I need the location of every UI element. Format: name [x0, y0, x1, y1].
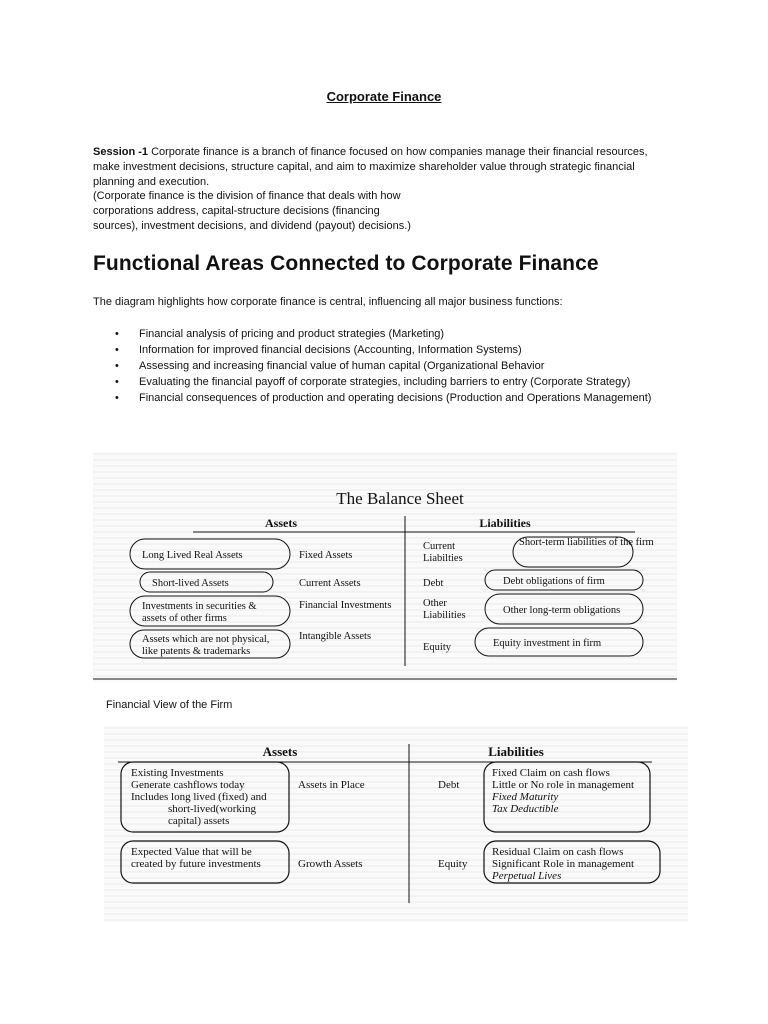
liability-description-text: Fixed Claim on cash flows — [492, 767, 610, 779]
asset-description-text: Investments in securities & — [142, 601, 257, 612]
bullet-icon: • — [115, 344, 119, 356]
liability-description-text: Residual Claim on cash flows — [492, 846, 624, 858]
liability-category-label: Liabilities — [423, 610, 466, 621]
session-label: Session -1 — [93, 146, 149, 158]
asset-category-label: Current Assets — [299, 578, 361, 589]
liability-description-text: Other long-term obligations — [503, 605, 621, 616]
functional-areas-list — [93, 327, 677, 407]
parenthetical-paragraph — [93, 189, 473, 234]
paren-line: corporations address, capital-structure decisions (financing — [93, 205, 380, 217]
asset-category-label: Growth Assets — [298, 858, 363, 870]
list-item — [93, 391, 677, 406]
asset-description-text: assets of other firms — [142, 613, 227, 624]
asset-category-label: Fixed Assets — [299, 550, 353, 561]
list-item — [93, 375, 677, 390]
section-heading: Functional Areas Connected to Corporate Finance — [93, 252, 599, 275]
liabilities-header: Liabilities — [479, 516, 531, 530]
intro-paragraph: The diagram highlights how corporate finance is central, influencing all major business functions: — [93, 296, 563, 308]
asset-description-text: Short-lived Assets — [152, 578, 229, 589]
list-item-text: Assessing and increasing financial value of human capital (Organizational Behavior — [139, 360, 545, 372]
financial-view-figure — [104, 726, 688, 922]
paren-line: (Corporate finance is the division of finance that deals with how — [93, 190, 401, 202]
liability-description-text: Debt obligations of firm — [503, 576, 605, 587]
liability-category-label: Liabilties — [423, 553, 463, 564]
liability-description-text: Little or No role in management — [492, 779, 635, 791]
list-item-text: Financial consequences of production and operating decisions (Production and Operations Management) — [139, 392, 652, 404]
list-item-text: Evaluating the financial payoff of corporate strategies, including barriers to entry (Corporate Strategy) — [139, 376, 631, 388]
liability-description-text: Short-term liabilities of the firm — [519, 537, 654, 548]
assets-header: Assets — [262, 744, 298, 759]
liability-category-label: Debt — [438, 779, 460, 791]
asset-description-text: Long Lived Real Assets — [142, 550, 243, 561]
balance-sheet-title: The Balance Sheet — [336, 489, 464, 508]
liability-category-label: Debt — [423, 578, 444, 589]
financial-view-caption: Financial View of the Firm — [106, 699, 233, 711]
asset-category-label: Financial Investments — [299, 600, 392, 611]
liability-description-text: Tax Deductible — [492, 803, 559, 815]
assets-header: Assets — [265, 516, 297, 530]
bullet-icon: • — [115, 376, 119, 388]
bullet-icon: • — [115, 392, 119, 404]
paren-line: sources), investment decisions, and dividend (payout) decisions.) — [93, 220, 411, 232]
balance-sheet-figure — [93, 452, 677, 682]
list-item — [93, 327, 677, 342]
bullet-icon: • — [115, 328, 119, 340]
asset-description-text: Includes long lived (fixed) and — [131, 791, 267, 803]
asset-description-text: like patents & trademarks — [142, 646, 251, 657]
asset-description-text: Expected Value that will be — [131, 846, 252, 858]
liability-category-label: Other — [423, 598, 447, 609]
liability-category-label: Current — [423, 541, 456, 552]
asset-description-text: created by future investments — [131, 858, 261, 870]
session-text: Corporate finance is a branch of finance focused on how companies manage their financial resources, make investment decisions, structure capital, and aim to maximize shareholder value through strategic financial planning and execution. — [93, 146, 648, 188]
liability-category-label: Equity — [438, 858, 468, 870]
liability-description-text: Fixed Maturity — [492, 791, 559, 803]
asset-category-label: Intangible Assets — [299, 631, 372, 642]
bullet-icon: • — [115, 360, 119, 372]
asset-description-text: capital) assets — [168, 815, 230, 827]
asset-description-text: short-lived(working — [168, 803, 256, 815]
list-item-text: Information for improved financial decisions (Accounting, Information Systems) — [139, 344, 522, 356]
liability-description-text: Perpetual Lives — [492, 870, 562, 882]
balance-sheet-diagram — [93, 452, 677, 682]
liability-category-label: Equity — [423, 642, 451, 653]
asset-category-label: Assets in Place — [298, 779, 365, 791]
liability-description-text: Equity investment in firm — [493, 638, 602, 649]
list-item — [93, 343, 677, 358]
liability-description-text: Significant Role in management — [492, 858, 635, 870]
document-title: Corporate Finance — [326, 89, 442, 104]
list-item-text: Financial analysis of pricing and product strategies (Marketing) — [139, 328, 445, 340]
asset-description-text: Existing Investments — [131, 767, 224, 779]
liabilities-header: Liabilities — [488, 744, 544, 759]
session-paragraph — [93, 145, 677, 190]
asset-description-text: Generate cashflows today — [131, 779, 245, 791]
financial-view-diagram — [104, 726, 688, 922]
list-item — [93, 359, 677, 374]
asset-description-text: Assets which are not physical, — [142, 634, 270, 645]
